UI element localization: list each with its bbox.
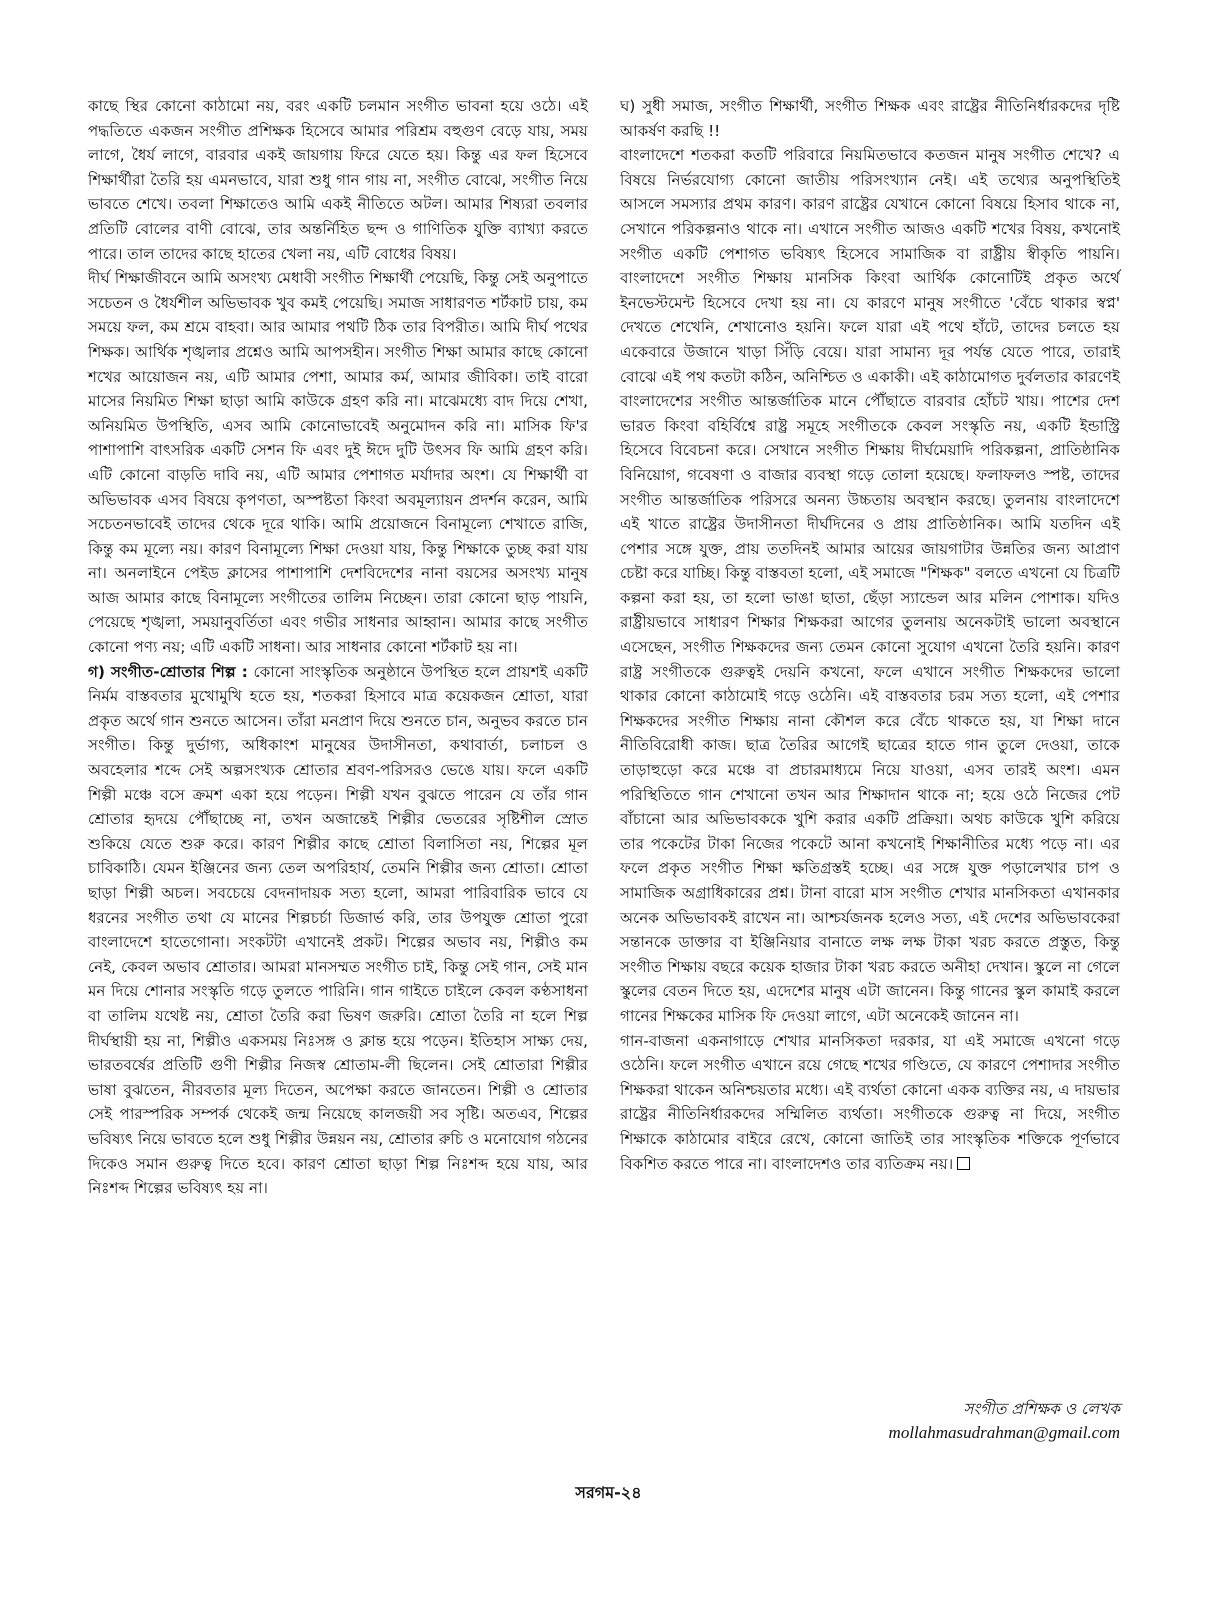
right-paragraph-1: বাংলাদেশে শতকরা কতটি পরিবারে নিয়মিতভাবে কতজন মানুষ সংগীত শেখে? এ বিষয়ে নির্ভরযোগ্য কোনো জাতীয় পরিসংখ্যান নেই। এই তথ্যের অনুপস্থিতিই আসলে সমস্যার প্রথম কারণ। কারণ রাষ্ট্রের যেখানে কোনো বিষয়ে হিসাব থাকে না, সেখানে পরিকল্পনাও থাকে না। এখানে সংগীত আজও একটি শখের বিষয়, কখনোই সংগীত একটি পেশাগত ভবিষ্যৎ হিসেবে সামাজিক বা রাষ্ট্রীয় স্বীকৃতি পায়নি। বাংলাদেশে সংগীত শিক্ষায় মানসিক কিংবা আর্থিক কোনোটিই প্রকৃত অর্থে ইনভেস্টমেন্ট হিসেবে দেখা হয় না। যে কারণে মানুষ সংগীতে 'বেঁচে থাকার স্বপ্ন' দেখতে শেখেনি, শেখানোও হয়নি। ফলে যারা এই পথে হাঁটে, তাদের চলতে হয় একেবারে উজানে খাড়া সিঁড়ি বেয়ে। যারা সামান্য দূর পর্যন্ত যেতে পারে, তারাই বোঝে এই পথ কতটা কঠিন, অনিশ্চিত ও একাকী। এই কাঠামোগত দুর্বলতার কারণেই বাংলাদেশের সংগীত আন্তর্জাতিক মানে পৌঁছাতে বারবার হোঁচট খায়। পাশের দেশ ভারত কিংবা বহির্বিশ্বে রাষ্ট্র সমূহে সংগীতকে কেবল সংস্কৃতি নয়, একটি ইন্ডাস্ট্রি হিসেবে বিবেচনা করে। সেখানে সংগীত শিক্ষায় দীর্ঘমেয়াদি পরিকল্পনা, প্রাতিষ্ঠানিক বিনিয়োগ, গবেষণা ও বাজার ব্যবস্থা গড়ে তোলা হয়েছে। ফলাফলও স্পষ্ট, তাদের সংগীত আন্তর্জাতিক পরিসরে অনন্য উচ্চতায় অবস্থান করছে। তুলনায় বাংলাদেশে এই খাতে রাষ্ট্রের উদাসীনতা দীর্ঘদিনের ও প্রায় প্রাতিষ্ঠানিক। আমি যতদিন এই পেশার সঙ্গে যুক্ত, প্রায় ততদিনই আমার আয়ের জায়গাটার উন্নতির জন্য আপ্রাণ চেষ্টা করে যাচ্ছি। কিন্তু বাস্তবতা হলো, এই সমাজে "শিক্ষক" বলতে এখনো যে চিত্রটি কল্পনা করা হয়, তা হলো ভাঙা ছাতা, ছেঁড়া স্যান্ডেল আর মলিন পোশাক। যদিও রাষ্ট্রীয়ভাবে সাধারণ শিক্ষার শিক্ষকরা আগের তুলনায় অনেকটাই ভালো অবস্থানে এসেছেন, সংগীত শিক্ষকদের জন্য তেমন কোনো সুযোগ এখনো তৈরি হয়নি। কারণ রাষ্ট্র সংগীতকে গুরুত্বই দেয়নি কখনো, ফলে এখানে সংগীত শিক্ষকদের ভালো থাকার কোনো কাঠামোই গড়ে ওঠেনি। এই বাস্তবতার চরম সত্য হলো, এই পেশার শিক্ষকদের সংগীত শিক্ষায় নানা কৌশল করে বেঁচে থাকতে হয়, যা শিক্ষা দানে নীতিবিরোধী কাজ। ছাত্র তৈরির আগেই ছাত্রের হাতে গান তুলে দেওয়া, তাকে তাড়াহুড়ো করে মঞ্চে বা প্রচারমাধ্যমে নিয়ে যাওয়া, এসব তারই অংশ। এমন পরিস্থিতিতে গান শেখানো তখন আর শিক্ষাদান থাকে না; হয়ে ওঠে নিজের পেট বাঁচানো আর অভিভাবককে খুশি করার একটি প্রক্রিয়া। অথচ কাউকে খুশি করিয়ে তার পকেটের টাকা নিজের পকেটে আনা কখনোই শিক্ষানীতির মধ্যে পড়ে না। এর ফলে প্রকৃত সংগীত শিক্ষা ক্ষতিগ্রস্তই হচ্ছে। এর সঙ্গে যুক্ত পড়ালেখার চাপ ও সামাজিক অগ্রাধিকারের প্রশ্ন। টানা বারো মাস সংগীত শেখার মানসিকতা এখানকার অনেক অভিভাবকই রাখেন না। আশ্চর্যজনক হলেও সত্য, এই দেশের অভিভাবকেরা সন্তানকে ডাক্তার বা ইঞ্জিনিয়ার বানাতে লক্ষ লক্ষ টাকা খরচ করতে প্রস্তুত, কিন্তু সংগীত শিক্ষায় বছরে কয়েক হাজার টাকা খরচ করতে অনীহা দেখান। স্কুলে না গেলে স্কুলের বেতন দিতে হয়, এদেশের মানুষ এটা জানেন। কিন্তু গানের স্কুল কামাই করলে গানের শিক্ষকের মাসিক ফি দেওয়া লাগে, এটা অনেকেই জানেন না। bbox=[620, 146, 1120, 1025]
author-signoff bbox=[620, 1397, 1120, 1445]
end-mark-icon bbox=[957, 1157, 970, 1170]
right-paragraph-2-text: গান-বাজনা একনাগাড়ে শেখার মানসিকতা দরকার, যা এই সমাজে এখনো গড়ে ওঠেনি। ফলে সংগীত এখানে রয়ে গেছে শখের গণ্ডিতে, যে কারণে পেশাদার সংগীত শিক্ষকরা থাকেন অনিশ্চয়তার মধ্যে। এই ব্যর্থতা কোনো একক ব্যক্তির নয়, এ দায়ভার রাষ্ট্রের নীতিনির্ধারকদের সম্মিলিত ব্যর্থতা। সংগীতকে গুরুত্ব না দিয়ে, সংগীত শিক্ষাকে কাঠামোর বাইরে রেখে, কোনো জাতিই তার সাংস্কৃতিক শক্তিকে পূর্ণভাবে বিকশিত করতে পারে না। বাংলাদেশও তার ব্যতিক্রম নয়। bbox=[620, 1031, 1120, 1173]
left-column bbox=[88, 94, 588, 1201]
left-paragraph-2: দীর্ঘ শিক্ষাজীবনে আমি অসংখ্য মেধাবী সংগীত শিক্ষার্থী পেয়েছি, কিন্তু সেই অনুপাতে সচেতন ও ধৈর্যশীল অভিভাবক খুব কমই পেয়েছি। সমাজ সাধারণত শর্টকাট চায়, কম সময়ে ফল, কম শ্রমে বাহবা। আর আমার পথটি ঠিক তার বিপরীত। আমি দীর্ঘ পথের শিক্ষক। আর্থিক শৃঙ্খলার প্রশ্নেও আমি আপসহীন। সংগীত শিক্ষা আমার কাছে কোনো শখের আয়োজন নয়, এটি আমার পেশা, আমার কর্ম, আমার জীবিকা। তাই বারো মাসের নিয়মিত শিক্ষা ছাড়া আমি কাউকে গ্রহণ করি না। মাঝেমধ্যে বাদ দিয়ে শেখা, অনিয়মিত উপস্থিতি, এসব আমি কোনোভাবেই অনুমোদন করি না। মাসিক ফি'র পাশাপাশি বাৎসরিক একটি সেশন ফি এবং দুই ঈদে দুটি উৎসব ফি আমি গ্রহণ করি। এটি কোনো বাড়তি দাবি নয়, এটি আমার পেশাগত মর্যাদার অংশ। যে শিক্ষার্থী বা অভিভাবক এসব বিষয়ে কৃপণতা, অস্পষ্টতা কিংবা অবমূল্যায়ন প্রদর্শন করেন, আমি সচেতনভাবেই তাদের থেকে দূরে থাকি। আমি প্রয়োজনে বিনামূল্যে শেখাতে রাজি, কিন্তু কম মূল্যে নয়। কারণ বিনামূল্যে শিক্ষা দেওয়া যায়, কিন্তু শিক্ষাকে তুচ্ছ করা যায় না। অনলাইনে পেইড ক্লাসের পাশাপাশি দেশবিদেশের নানা বয়সের অসংখ্য মানুষ আজ আমার কাছে বিনামূল্যে সংগীতের তালিম নিচ্ছেন। তারা কোনো ছাড় পায়নি, পেয়েছে শৃঙ্খলা, সময়ানুবর্তিতা এবং গভীর সাধনার আহ্বান। আমার কাছে সংগীত কোনো পণ্য নয়; এটি একটি সাধনা। আর সাধনার কোনো শর্টকাট হয় না। bbox=[88, 269, 588, 657]
section-g-heading: গ) সংগীত-শ্রোতার শিল্প : bbox=[88, 662, 248, 681]
right-paragraph-2 bbox=[620, 1029, 1120, 1177]
right-column bbox=[620, 94, 1120, 1176]
author-email: mollahmasudrahman@gmail.com bbox=[888, 1423, 1120, 1442]
page-footer: সরগম-২৪ bbox=[575, 1483, 642, 1502]
author-title: সংগীত প্রশিক্ষক ও লেখক bbox=[963, 1400, 1120, 1418]
left-paragraph-1: কাছে স্থির কোনো কাঠামো নয়, বরং একটি চলমান সংগীত ভাবনা হয়ে ওঠে। এই পদ্ধতিতে একজন সংগীত প্রশিক্ষক হিসেবে আমার পরিশ্রম বহুগুণ বেড়ে যায়, সময় লাগে, ধৈর্য লাগে, বারবার একই জায়গায় ফিরে যেতে হয়। কিন্তু এর ফল হিসেবে শিক্ষার্থীরা তৈরি হয় এমনভাবে, যারা শুধু গান গায় না, সংগীত বোঝে, সংগীত নিয়ে ভাবতে শেখে। তবলা শিক্ষাতেও আমি একই নীতিতে অটল। আমার শিষ্যরা তবলার প্রতিটি বোলের বাণী বোঝে, তার অন্তর্নিহিত ছন্দ ও গাণিতিক যুক্তি ব্যাখ্যা করতে পারে। তাল তাদের কাছে হাতের খেলা নয়, এটি বোধের বিষয়। bbox=[88, 97, 588, 263]
section-gha-heading: ঘ) সুধী সমাজ, সংগীত শিক্ষার্থী, সংগীত শিক্ষক এবং রাষ্ট্রের নীতিনির্ধারকদের দৃষ্টি আকর্ষণ করছি !! bbox=[620, 97, 1120, 140]
section-g bbox=[88, 660, 588, 1201]
section-g-body: কোনো সাংস্কৃতিক অনুষ্ঠানে উপস্থিত হলে প্রায়শই একটি নির্মম বাস্তবতার মুখোমুখি হতে হয়, শতকরা হিসাবে মাত্র কয়েকজন শ্রোতা, যারা প্রকৃত অর্থে গান শুনতে আসেন। তাঁরা মনপ্রাণ দিয়ে শুনতে চান, অনুভব করতে চান সংগীত। কিন্তু দুর্ভাগ্য, অধিকাংশ মানুষের উদাসীনতা, কথাবার্তা, চলাচল ও অবহেলার শব্দে সেই অল্পসংখ্যক শ্রোতার শ্রবণ-পরিসরও ভেঙে যায়। ফলে একটি শিল্পী মঞ্চে বসে ক্রমশ একা হয়ে পড়েন। শিল্পী যখন বুঝতে পারেন যে তাঁর গান শ্রোতার হৃদয়ে পৌঁছাচ্ছে না, তখন অজান্তেই শিল্পীর ভেতরের সৃষ্টিশীল স্রোত শুকিয়ে যেতে শুরু করে। কারণ শিল্পীর কাছে শ্রোতা বিলাসিতা নয়, শিল্পের মূল চাবিকাঠি। যেমন ইঞ্জিনের জন্য তেল অপরিহার্য, তেমনি শিল্পীর জন্য শ্রোতা। শ্রোতা ছাড়া শিল্পী অচল। সবচেয়ে বেদনাদায়ক সত্য হলো, আমরা পারিবারিক ভাবে যে ধরনের সংগীত তথা যে মানের শিল্পচর্চা ডিজার্ভ করি, তার উপযুক্ত শ্রোতা পুরো বাংলাদেশে হাতেগোনা। সংকটটা এখানেই প্রকট। শিল্পের অভাব নয়, শিল্পীও কম নেই, কেবল অভাব শ্রোতার। আমরা মানসম্মত সংগীত চাই, কিন্তু সেই গান, সেই মান মন দিয়ে শোনার সংস্কৃতি গড়ে তুলতে পারিনি। গান গাইতে চাইলে কেবল কণ্ঠসাধনা বা তালিম যথেষ্ট নয়, শ্রোতা তৈরি করা ভিষণ জরুরি। শ্রোতা তৈরি না হলে শিল্প দীর্ঘস্থায়ী হয় না, শিল্পীও একসময় নিঃসঙ্গ ও ক্লান্ত হয়ে পড়েন। ইতিহাস সাক্ষ্য দেয়, ভারতবর্ষের প্রতিটি গুণী শিল্পীর নিজস্ব শ্রোতাম-লী ছিলেন। সেই শ্রোতারা শিল্পীর ভাষা বুঝতেন, নীরবতার মূল্য দিতেন, অপেক্ষা করতে জানতেন। শিল্পী ও শ্রোতার সেই পারস্পরিক সম্পর্ক থেকেই জন্ম নিয়েছে কালজয়ী সব সৃষ্টি। অতএব, শিল্পের ভবিষ্যৎ নিয়ে ভাবতে হলে শুধু শিল্পীর উন্নয়ন নয়, শ্রোতার রুচি ও মনোযোগ গঠনের দিকেও সমান গুরুত্ব দিতে হবে। কারণ শ্রোতা ছাড়া শিল্প নিঃশব্দ হয়ে যায়, আর নিঃশব্দ শিল্পের ভবিষ্যৎ হয় না। bbox=[88, 662, 588, 1198]
